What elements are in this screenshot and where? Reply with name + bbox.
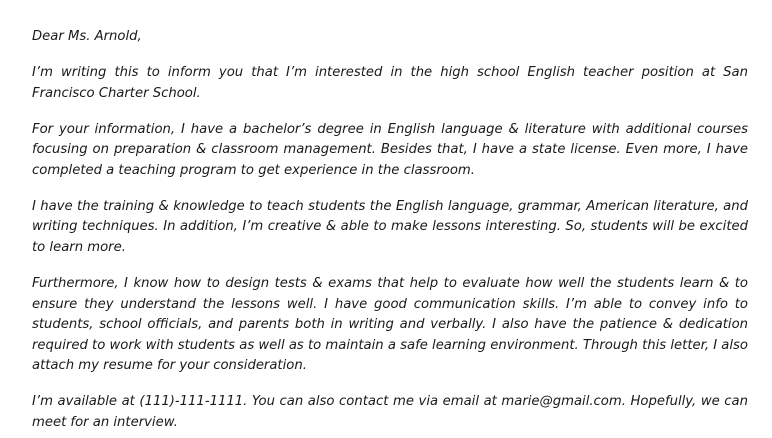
paragraph-skills: I have the training & knowledge to teach students the English language, grammar, American literature, and writing techniques. In addition, I’m creative & able to make lessons interesting. So, students will be excited to learn more.	[32, 198, 748, 255]
paragraph-contact: I’m available at (111)-111-1111. You can also contact me via email at marie@gmail.com. Hopefully, we can meet for an interview.	[32, 394, 748, 430]
cover-letter	[32, 27, 748, 433]
salutation: Dear Ms. Arnold,	[32, 29, 142, 44]
paragraph-intro: I’m writing this to inform you that I’m interested in the high school English teacher position at San Francisco Charter School.	[32, 64, 748, 101]
paragraph-education: For your information, I have a bachelor’s degree in English language & literature with additional courses focusing on preparation & classroom management. Besides that, I have a state license. Even more, I have completed a teaching program to get experience in the classroom.	[32, 121, 748, 178]
paragraph-experience: Furthermore, I know how to design tests & exams that help to evaluate how well the students learn & to ensure they understand the lessons well. I have good communication skills. I’m able to convey info to students, school officials, and parents both in writing and verbally. I also have the patience & dedication required to work with students as well as to maintain a safe learning environment. Through this letter, I also attach my resume for your consideration.	[32, 275, 748, 374]
